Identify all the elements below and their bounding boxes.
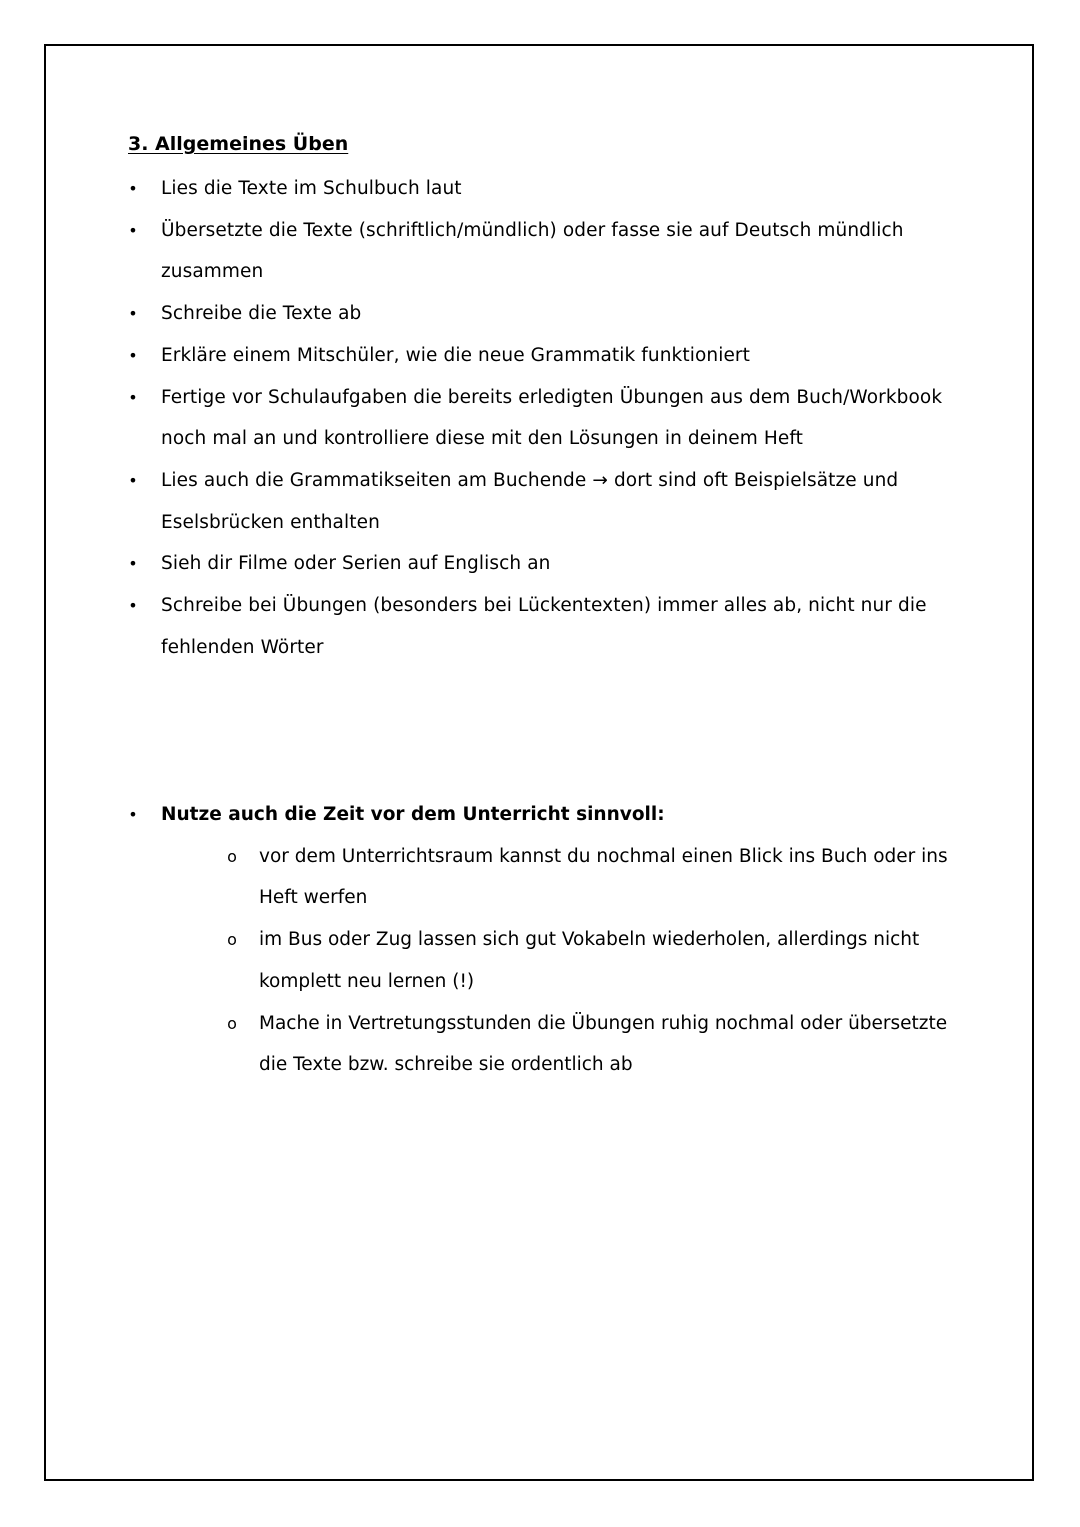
bullet-list	[0, 168, 1080, 668]
circle-bullet-icon: o	[227, 930, 237, 950]
list-item-text: Lies die Texte im Schulbuch laut	[161, 178, 462, 199]
list-item	[0, 543, 1080, 585]
list-item-text: Übersetzte die Texte (schriftlich/mündlich) oder fasse sie auf Deutsch mündlich zusammen	[161, 219, 904, 283]
bullet-icon: •	[128, 387, 138, 407]
bullet-icon: •	[128, 470, 138, 490]
tip-block	[0, 794, 1080, 1086]
bullet-icon: •	[128, 554, 138, 574]
bullet-icon: •	[128, 805, 138, 824]
bullet-icon: •	[128, 179, 138, 198]
bullet-icon: •	[128, 304, 138, 324]
section-heading: 3. Allgemeines Üben	[128, 133, 349, 155]
bullet-icon: •	[128, 345, 138, 365]
list-item	[0, 377, 1080, 460]
bullet-icon: •	[128, 220, 138, 240]
circle-bullet-icon: o	[227, 1013, 237, 1033]
list-item-text: Erkläre einem Mitschüler, wie die neue Grammatik funktioniert	[161, 344, 750, 366]
sub-list-item-text: vor dem Unterrichtsraum kannst du nochmal einen Blick ins Buch oder ins Heft werfen	[259, 845, 948, 909]
circle-bullet-icon: o	[227, 846, 237, 866]
list-item-text: Sieh dir Filme oder Serien auf Englisch an	[161, 553, 551, 575]
sub-list-item-text: im Bus oder Zug lassen sich gut Vokabeln wiederholen, allerdings nicht komplett neu lernen (!)	[259, 929, 920, 992]
sub-list-item	[0, 1003, 1080, 1086]
list-item	[0, 293, 1080, 335]
list-item	[0, 460, 1080, 543]
list-item	[0, 335, 1080, 377]
list-item-text: Fertige vor Schulaufgaben die bereits erledigten Übungen aus dem Buch/Workbook noch mal an und kontrolliere diese mit den Lösungen in deinem Heft	[161, 386, 943, 450]
list-item-text: Lies auch die Grammatikseiten am Buchende → dort sind oft Beispielsätze und Eselsbrücken enthalten	[161, 469, 899, 533]
list-item-text: Schreibe die Texte ab	[161, 303, 362, 325]
sub-list-item	[0, 836, 1080, 919]
tip-heading-item	[0, 794, 1080, 836]
tip-title: Nutze auch die Zeit vor dem Unterricht sinnvoll:	[161, 804, 665, 825]
tip-sublist	[0, 836, 1080, 1086]
bullet-icon: •	[128, 596, 138, 616]
list-item	[0, 210, 1080, 293]
list-item-text: Schreibe bei Übungen (besonders bei Lückentexten) immer alles ab, nicht nur die fehlenden Wörter	[161, 595, 927, 658]
sub-list-item	[0, 919, 1080, 1002]
list-item	[0, 168, 1080, 210]
sub-list-item-text: Mache in Vertretungsstunden die Übungen ruhig nochmal oder übersetzte die Texte bzw. schreibe sie ordentlich ab	[259, 1012, 948, 1076]
list-item	[0, 585, 1080, 668]
